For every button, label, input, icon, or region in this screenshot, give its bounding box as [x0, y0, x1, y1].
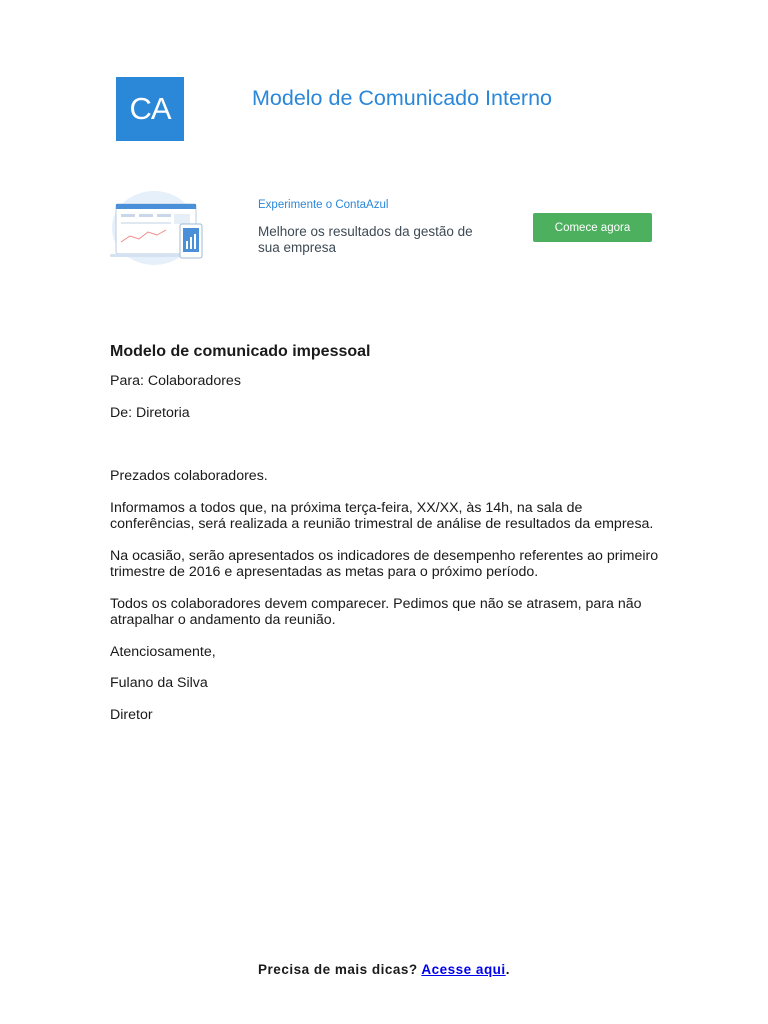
footer-tip: [0, 962, 768, 977]
footer-prompt: Precisa de mais dicas?: [258, 962, 422, 977]
promo-banner[interactable]: [108, 186, 656, 270]
paragraph-announcement: Informamos a todos que, na próxima terça-feira, XX/XX, às 14h, na sala de conferências, será realizada a reunião trimestral de análise de resultados da empresa.: [110, 499, 654, 532]
comece-agora-button[interactable]: Comece agora: [533, 213, 652, 242]
contaazul-logo: [116, 77, 184, 141]
document-body: [110, 342, 670, 738]
to-line: Para: Colaboradores: [110, 373, 241, 389]
footer-suffix: .: [505, 962, 510, 977]
banner-kicker: Experimente o ContaAzul: [258, 199, 389, 211]
signer-name: Fulano da Silva: [110, 675, 208, 691]
from-line: De: Diretoria: [110, 404, 190, 421]
signer-title: Diretor: [110, 706, 153, 723]
paragraph-agenda: Na ocasião, serão apresentados os indicadores de desempenho referentes ao primeiro trimestre de 2016 e apresentadas as metas para o próximo período.: [110, 547, 659, 580]
acesse-aqui-link[interactable]: Acesse aqui: [421, 962, 506, 977]
section-heading: Modelo de comunicado impessoal: [110, 343, 371, 360]
banner-headline: Melhore os resultados da gestão de sua empresa: [258, 224, 473, 255]
paragraph-attendance: Todos os colaboradores devem comparecer. Pedimos que não se atrasem, para não atrapalhar o andamento da reunião.: [110, 595, 642, 628]
document-title: Modelo de Comunicado Interno: [252, 86, 552, 110]
laptop-and-phone-illustration: [108, 186, 214, 266]
closing: Atenciosamente,: [110, 643, 216, 660]
logo-text: CA: [129, 91, 171, 126]
greeting: Prezados colaboradores.: [110, 468, 268, 484]
